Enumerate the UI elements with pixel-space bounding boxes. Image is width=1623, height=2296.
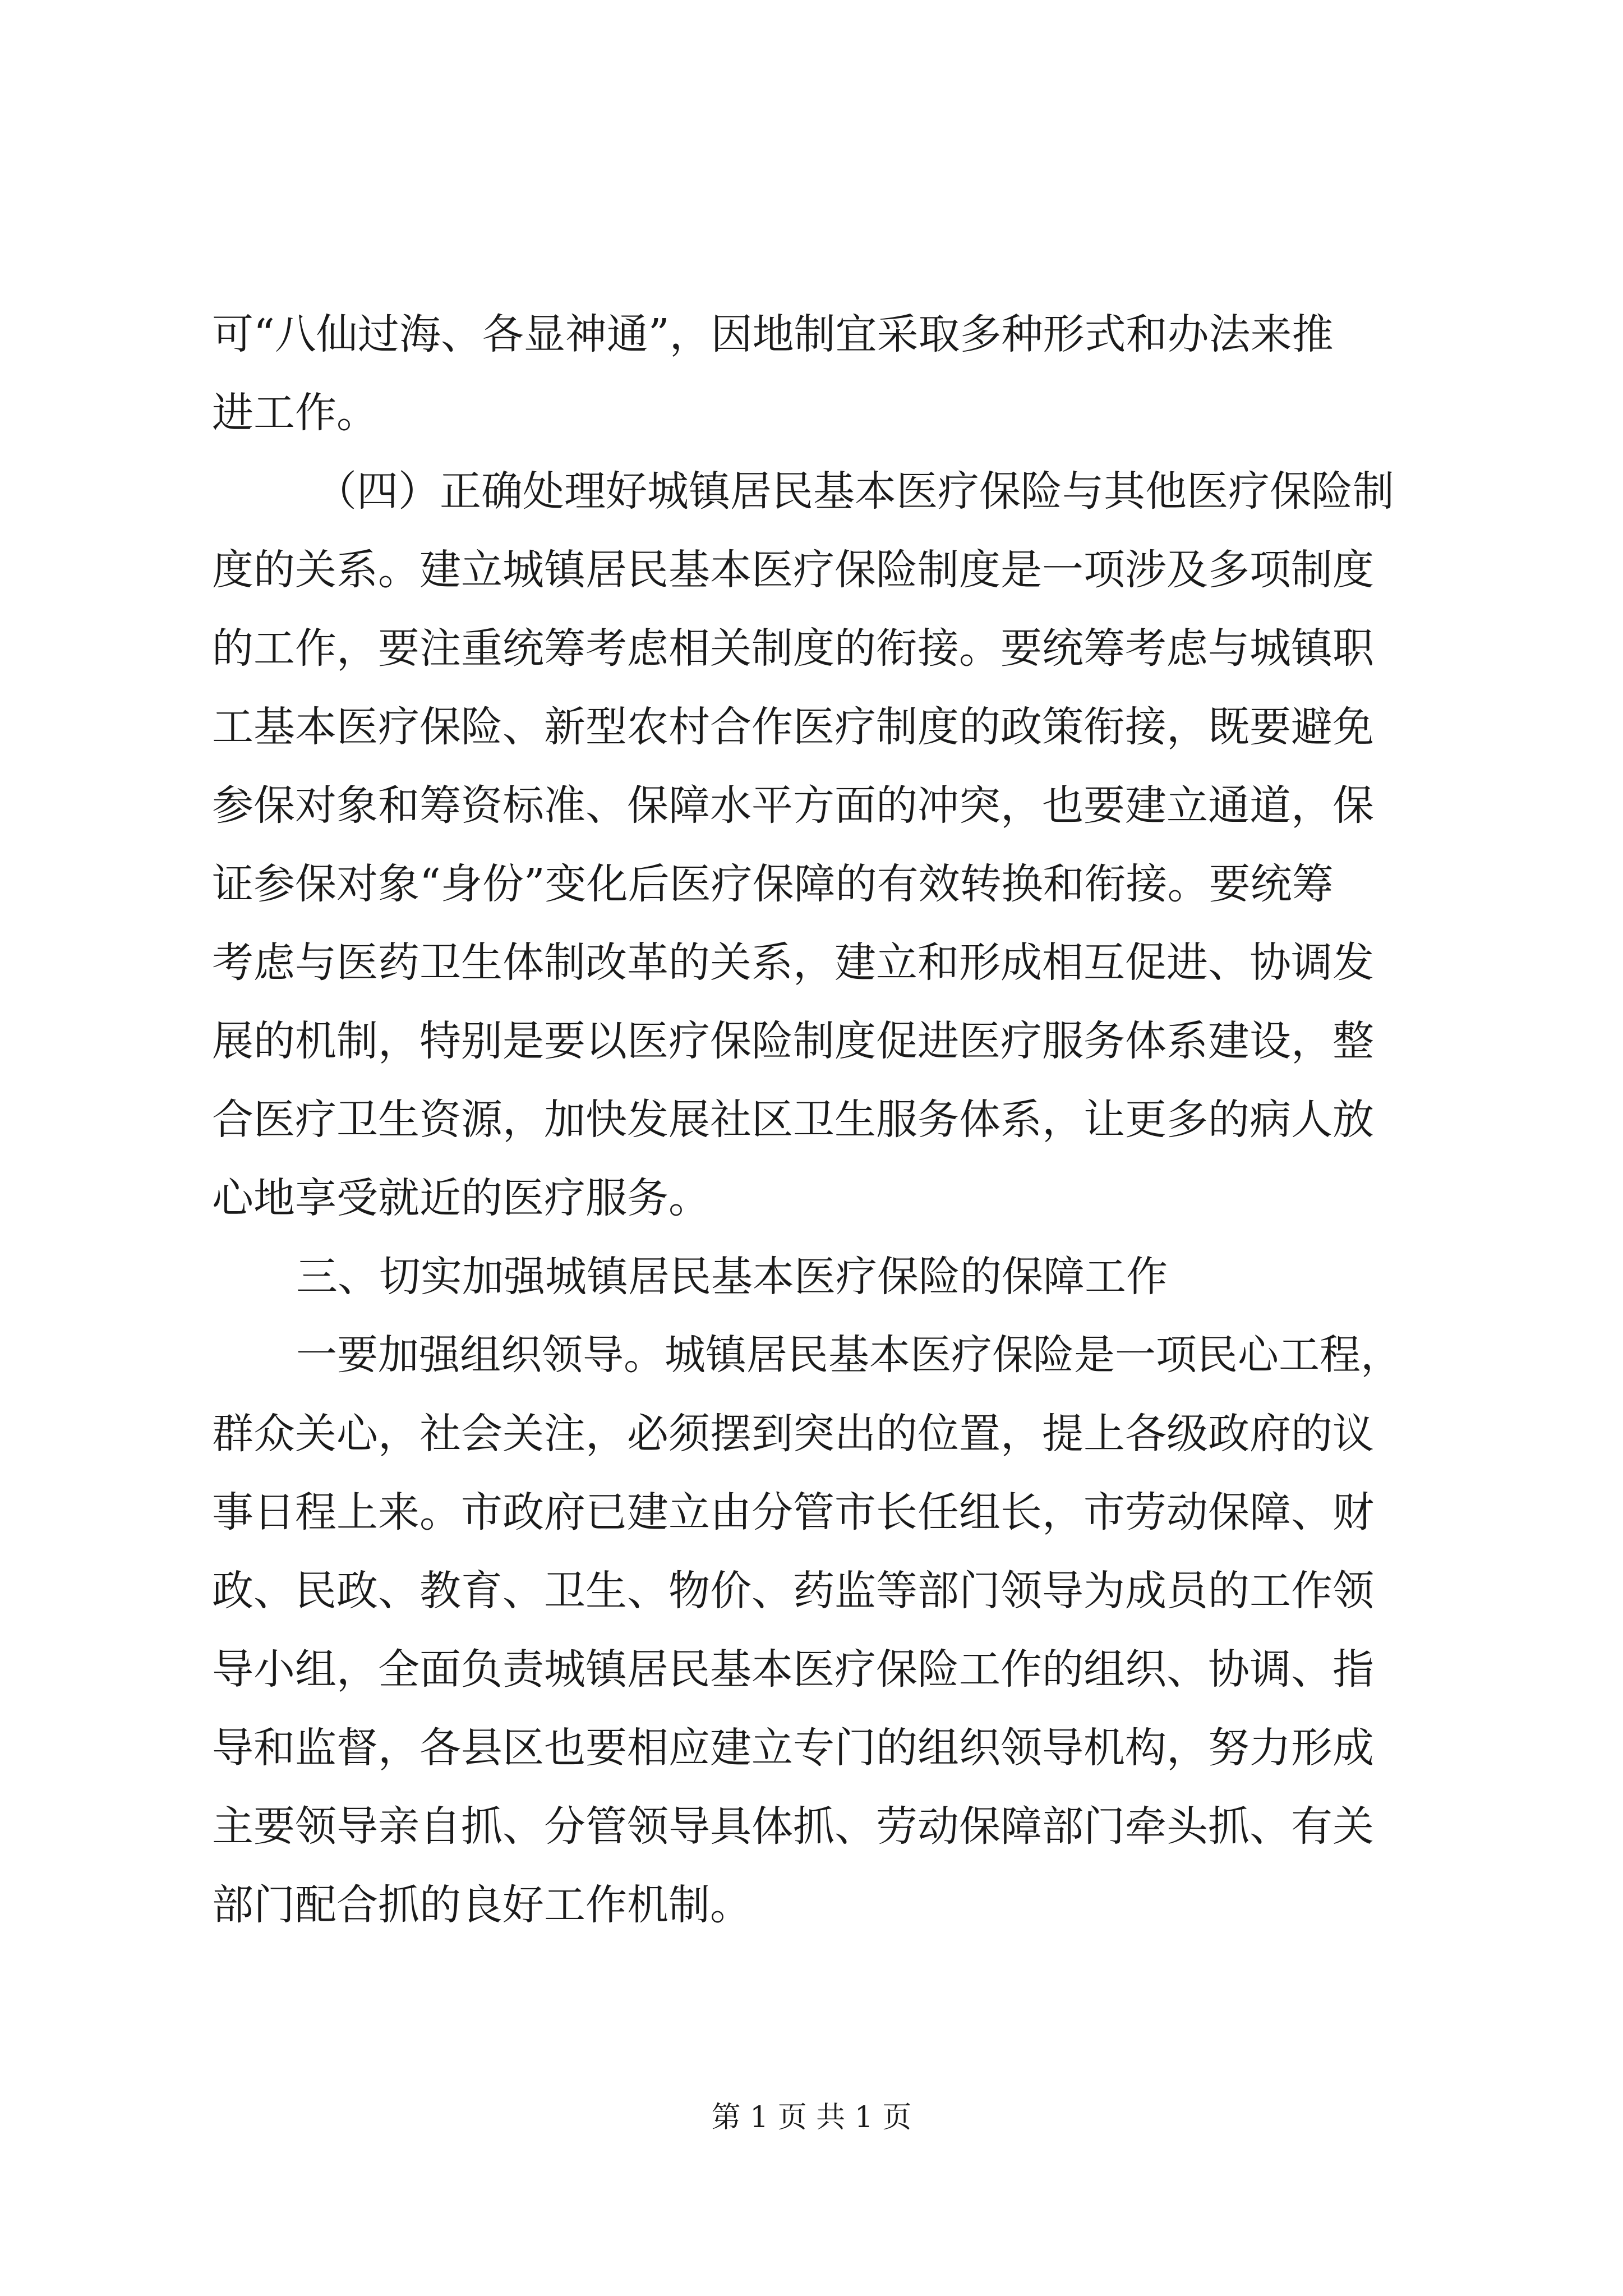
text-line: 展的机制，特别是要以医疗保险制度促进医疗服务体系建设，整 xyxy=(212,1017,1374,1065)
text-line: 部门配合抓的良好工作机制。 xyxy=(212,1881,751,1929)
text-line: 可“八仙过海、各显神通”，因地制宜采取多种形式和办法来推 xyxy=(212,310,1334,358)
text-line: 证参保对象“身份”变化后医疗保障的有效转换和衔接。要统筹 xyxy=(212,860,1334,908)
text-line: 一要加强组织领导。城镇居民基本医疗保险是一项民心工程， xyxy=(296,1331,1401,1379)
text-line: （四）正确处理好城镇居民基本医疗保险与其他医疗保险制 xyxy=(315,467,1394,516)
page-footer: 第 1 页 共 1 页 xyxy=(711,2101,912,2134)
text-line: 考虑与医药卫生体制改革的关系，建立和形成相互促进、协调发 xyxy=(212,938,1374,987)
text-line: 合医疗卫生资源，加快发展社区卫生服务体系，让更多的病人放 xyxy=(212,1096,1374,1144)
text-line: 进工作。 xyxy=(212,389,378,437)
text-line: 导小组，全面负责城镇居民基本医疗保险工作的组织、协调、指 xyxy=(212,1645,1374,1694)
section-heading: 三、切实加强城镇居民基本医疗保险的保障工作 xyxy=(296,1253,1168,1301)
text-line: 工基本医疗保险、新型农村合作医疗制度的政策衔接，既要避免 xyxy=(212,703,1374,751)
text-line: 事日程上来。市政府已建立由分管市长任组长，市劳动保障、财 xyxy=(212,1488,1374,1536)
text-line: 度的关系。建立城镇居民基本医疗保险制度是一项涉及多项制度 xyxy=(212,546,1374,594)
text-line: 的工作，要注重统筹考虑相关制度的衔接。要统筹考虑与城镇职 xyxy=(212,624,1374,673)
text-line: 导和监督，各县区也要相应建立专门的组织领导机构，努力形成 xyxy=(212,1724,1374,1772)
text-line: 政、民政、教育、卫生、物价、药监等部门领导为成员的工作领 xyxy=(212,1567,1374,1615)
text-line: 心地享受就近的医疗服务。 xyxy=(212,1174,710,1222)
text-line: 参保对象和筹资标准、保障水平方面的冲突，也要建立通道，保 xyxy=(212,781,1374,830)
text-line: 群众关心，社会关注，必须摆到突出的位置，提上各级政府的议 xyxy=(212,1410,1374,1458)
text-line: 主要领导亲自抓、分管领导具体抓、劳动保障部门牵头抓、有关 xyxy=(212,1802,1374,1851)
